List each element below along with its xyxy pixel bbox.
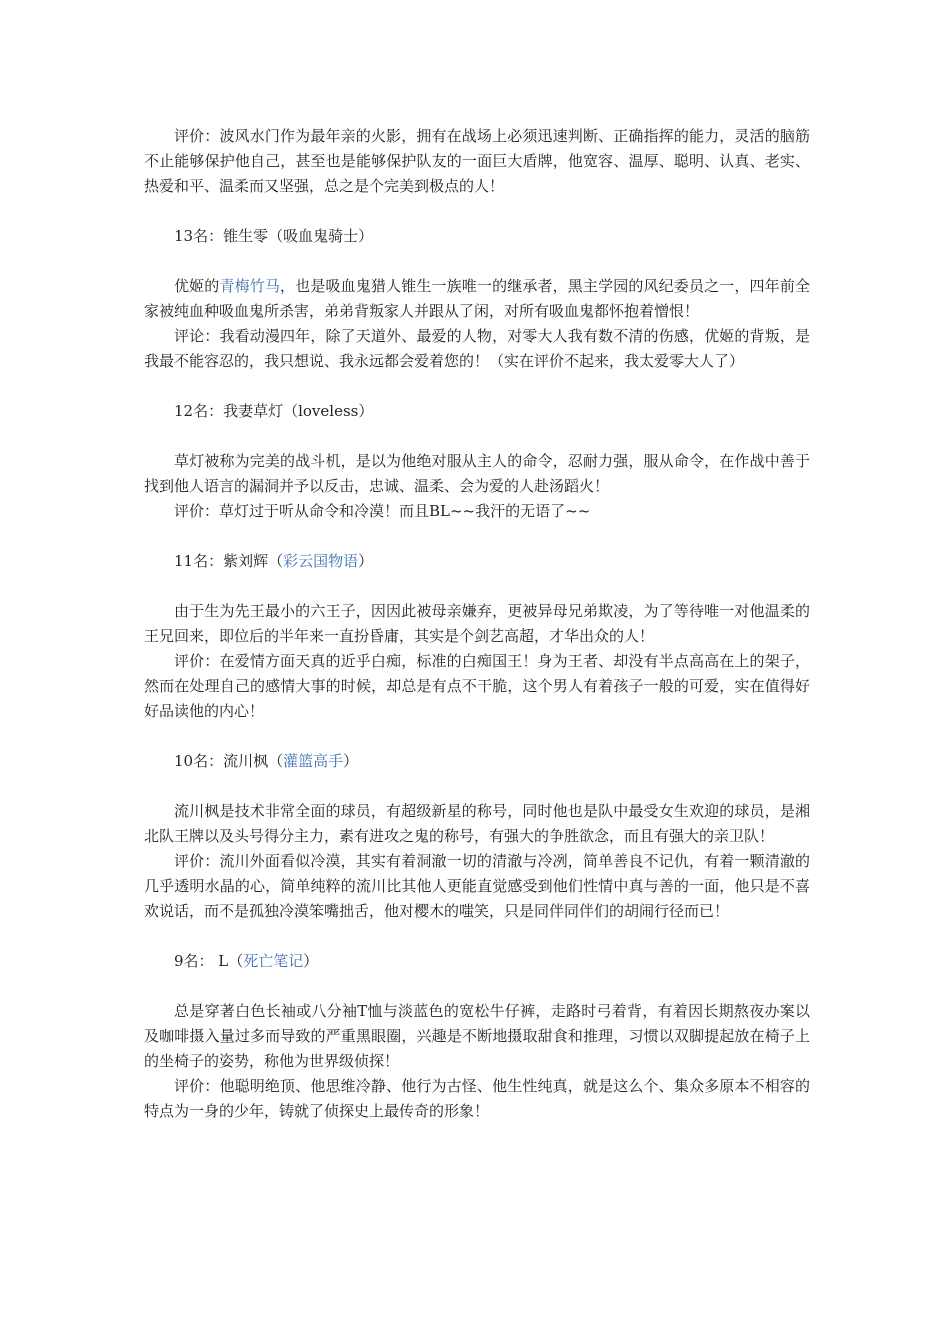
rank-heading-11	[144, 549, 810, 574]
review-paragraph: 评价：波风水门作为最年亲的火影，拥有在战场上必须迅速判断、正确指挥的能力，灵活的脑筋不止能够保护他自己，甚至也是能够保护队友的一面巨大盾牌，他宽容、温厚、聪明、认真、老实、热爱和平、温柔而又坚强，总之是个完美到极点的人！	[144, 127, 810, 195]
rank-heading-suffix: ）	[358, 552, 374, 570]
intro-text: ，也是吸血鬼猎人锥生一族唯一的继承者，黑主学园的风纪委员之一，四年前全家被纯血种吸血鬼所杀害，弟弟背叛家人并跟从了闲，对所有吸血鬼都怀抱着憎恨！	[144, 277, 810, 320]
intro-paragraph-11	[144, 599, 810, 649]
intro-text: 总是穿著白色长袖或八分袖T恤与淡蓝色的宽松牛仔裤，走路时弓着背，有着因长期熬夜办案以及咖啡摄入量过多而导致的严重黑眼圈，兴趣是不断地摄取甜食和推理，习惯以双脚提起放在椅子上的坐椅子的姿势，称他为世界级侦探！	[144, 1002, 810, 1070]
spacer	[144, 974, 810, 999]
rank-heading-text: 12名：我妻草灯（loveless）	[174, 402, 374, 420]
spacer	[144, 524, 810, 549]
spacer	[144, 249, 810, 274]
rank-heading-text: 9名： L（	[174, 952, 244, 970]
rank-heading-suffix: ）	[303, 952, 319, 970]
intro-paragraph-9	[144, 999, 810, 1074]
intro-text: 优姬的	[174, 277, 220, 295]
intro-paragraph-12	[144, 449, 810, 499]
review-paragraph-10: 评价：流川外面看似冷漠，其实有着洞澈一切的清澈与冷冽，简单善良不记仇，有着一颗清澈的几乎透明水晶的心，简单纯粹的流川比其他人更能直觉感受到他们性情中真与善的一面，他只是不喜欢说话，而不是孤独冷漠笨嘴拙舌，他对樱木的嗤笑，只是同伴同伴们的胡闹行径而已！	[144, 852, 810, 920]
rank-heading-text: 11名：紫刘辉（	[174, 552, 284, 570]
anime-link-deathnote[interactable]: 死亡笔记	[243, 952, 304, 970]
spacer	[144, 199, 810, 224]
rank-heading-12	[144, 399, 810, 424]
anime-link-slamdunk[interactable]: 灌篮高手	[283, 752, 344, 770]
spacer	[144, 724, 810, 749]
review-paragraph-13: 评论：我看动漫四年，除了天道外、最爱的人物，对零大人我有数不清的伤感，优姬的背叛，是我最不能容忍的，我只想说、我永远都会爱着您的！（实在评价不起来，我太爱零大人了）	[144, 327, 810, 370]
rank-heading-9	[144, 949, 810, 974]
intro-text: 草灯被称为完美的战斗机，是以为他绝对服从主人的命令，忍耐力强，服从命令，在作战中善于找到他人语言的漏洞并予以反击，忠诚、温柔、会为爱的人赴汤蹈火！	[144, 452, 810, 495]
rank-heading-text: 13名：锥生零（吸血鬼骑士）	[174, 227, 374, 245]
intro-text: 流川枫是技术非常全面的球员，有超级新星的称号，同时他也是队中最受女生欢迎的球员，是湘北队王牌以及头号得分主力，素有进攻之鬼的称号，有强大的争胜欲念，而且有强大的亲卫队！	[144, 802, 810, 845]
intro-paragraph-13	[144, 274, 810, 324]
spacer	[144, 374, 810, 399]
rank-heading-10	[144, 749, 810, 774]
spacer	[144, 774, 810, 799]
anime-link-caiyun[interactable]: 彩云国物语	[283, 552, 359, 570]
review-paragraph-11: 评价：在爱情方面天真的近乎白痴，标准的白痴国王！身为王者、却没有半点高高在上的架子，然而在处理自己的感情大事的时候，却总是有点不干脆，这个男人有着孩子一般的可爱，实在值得好好品读他的内心！	[144, 652, 810, 720]
rank-heading-13	[144, 224, 810, 249]
intro-paragraph-10	[144, 799, 810, 849]
childhood-friend-link[interactable]: 青梅竹马	[219, 277, 281, 295]
intro-text: 由于生为先王最小的六王子，因因此被母亲嫌弃，更被异母兄弟欺凌，为了等待唯一对他温柔的王兄回来，即位后的半年来一直扮昏庸，其实是个剑艺高超，才华出众的人！	[144, 602, 810, 645]
rank-heading-text: 10名：流川枫（	[174, 752, 284, 770]
rank-heading-suffix: ）	[343, 752, 359, 770]
spacer	[144, 924, 810, 949]
review-paragraph-12: 评价：草灯过于听从命令和冷漠！而且BL~~我汗的无语了~~	[174, 502, 591, 520]
spacer	[144, 424, 810, 449]
review-paragraph-9: 评价：他聪明绝顶、他思维冷静、他行为古怪、他生性纯真，就是这么个、集众多原本不相容的特点为一身的少年，铸就了侦探史上最传奇的形象！	[144, 1077, 810, 1120]
spacer	[144, 574, 810, 599]
document-page	[144, 124, 810, 1124]
